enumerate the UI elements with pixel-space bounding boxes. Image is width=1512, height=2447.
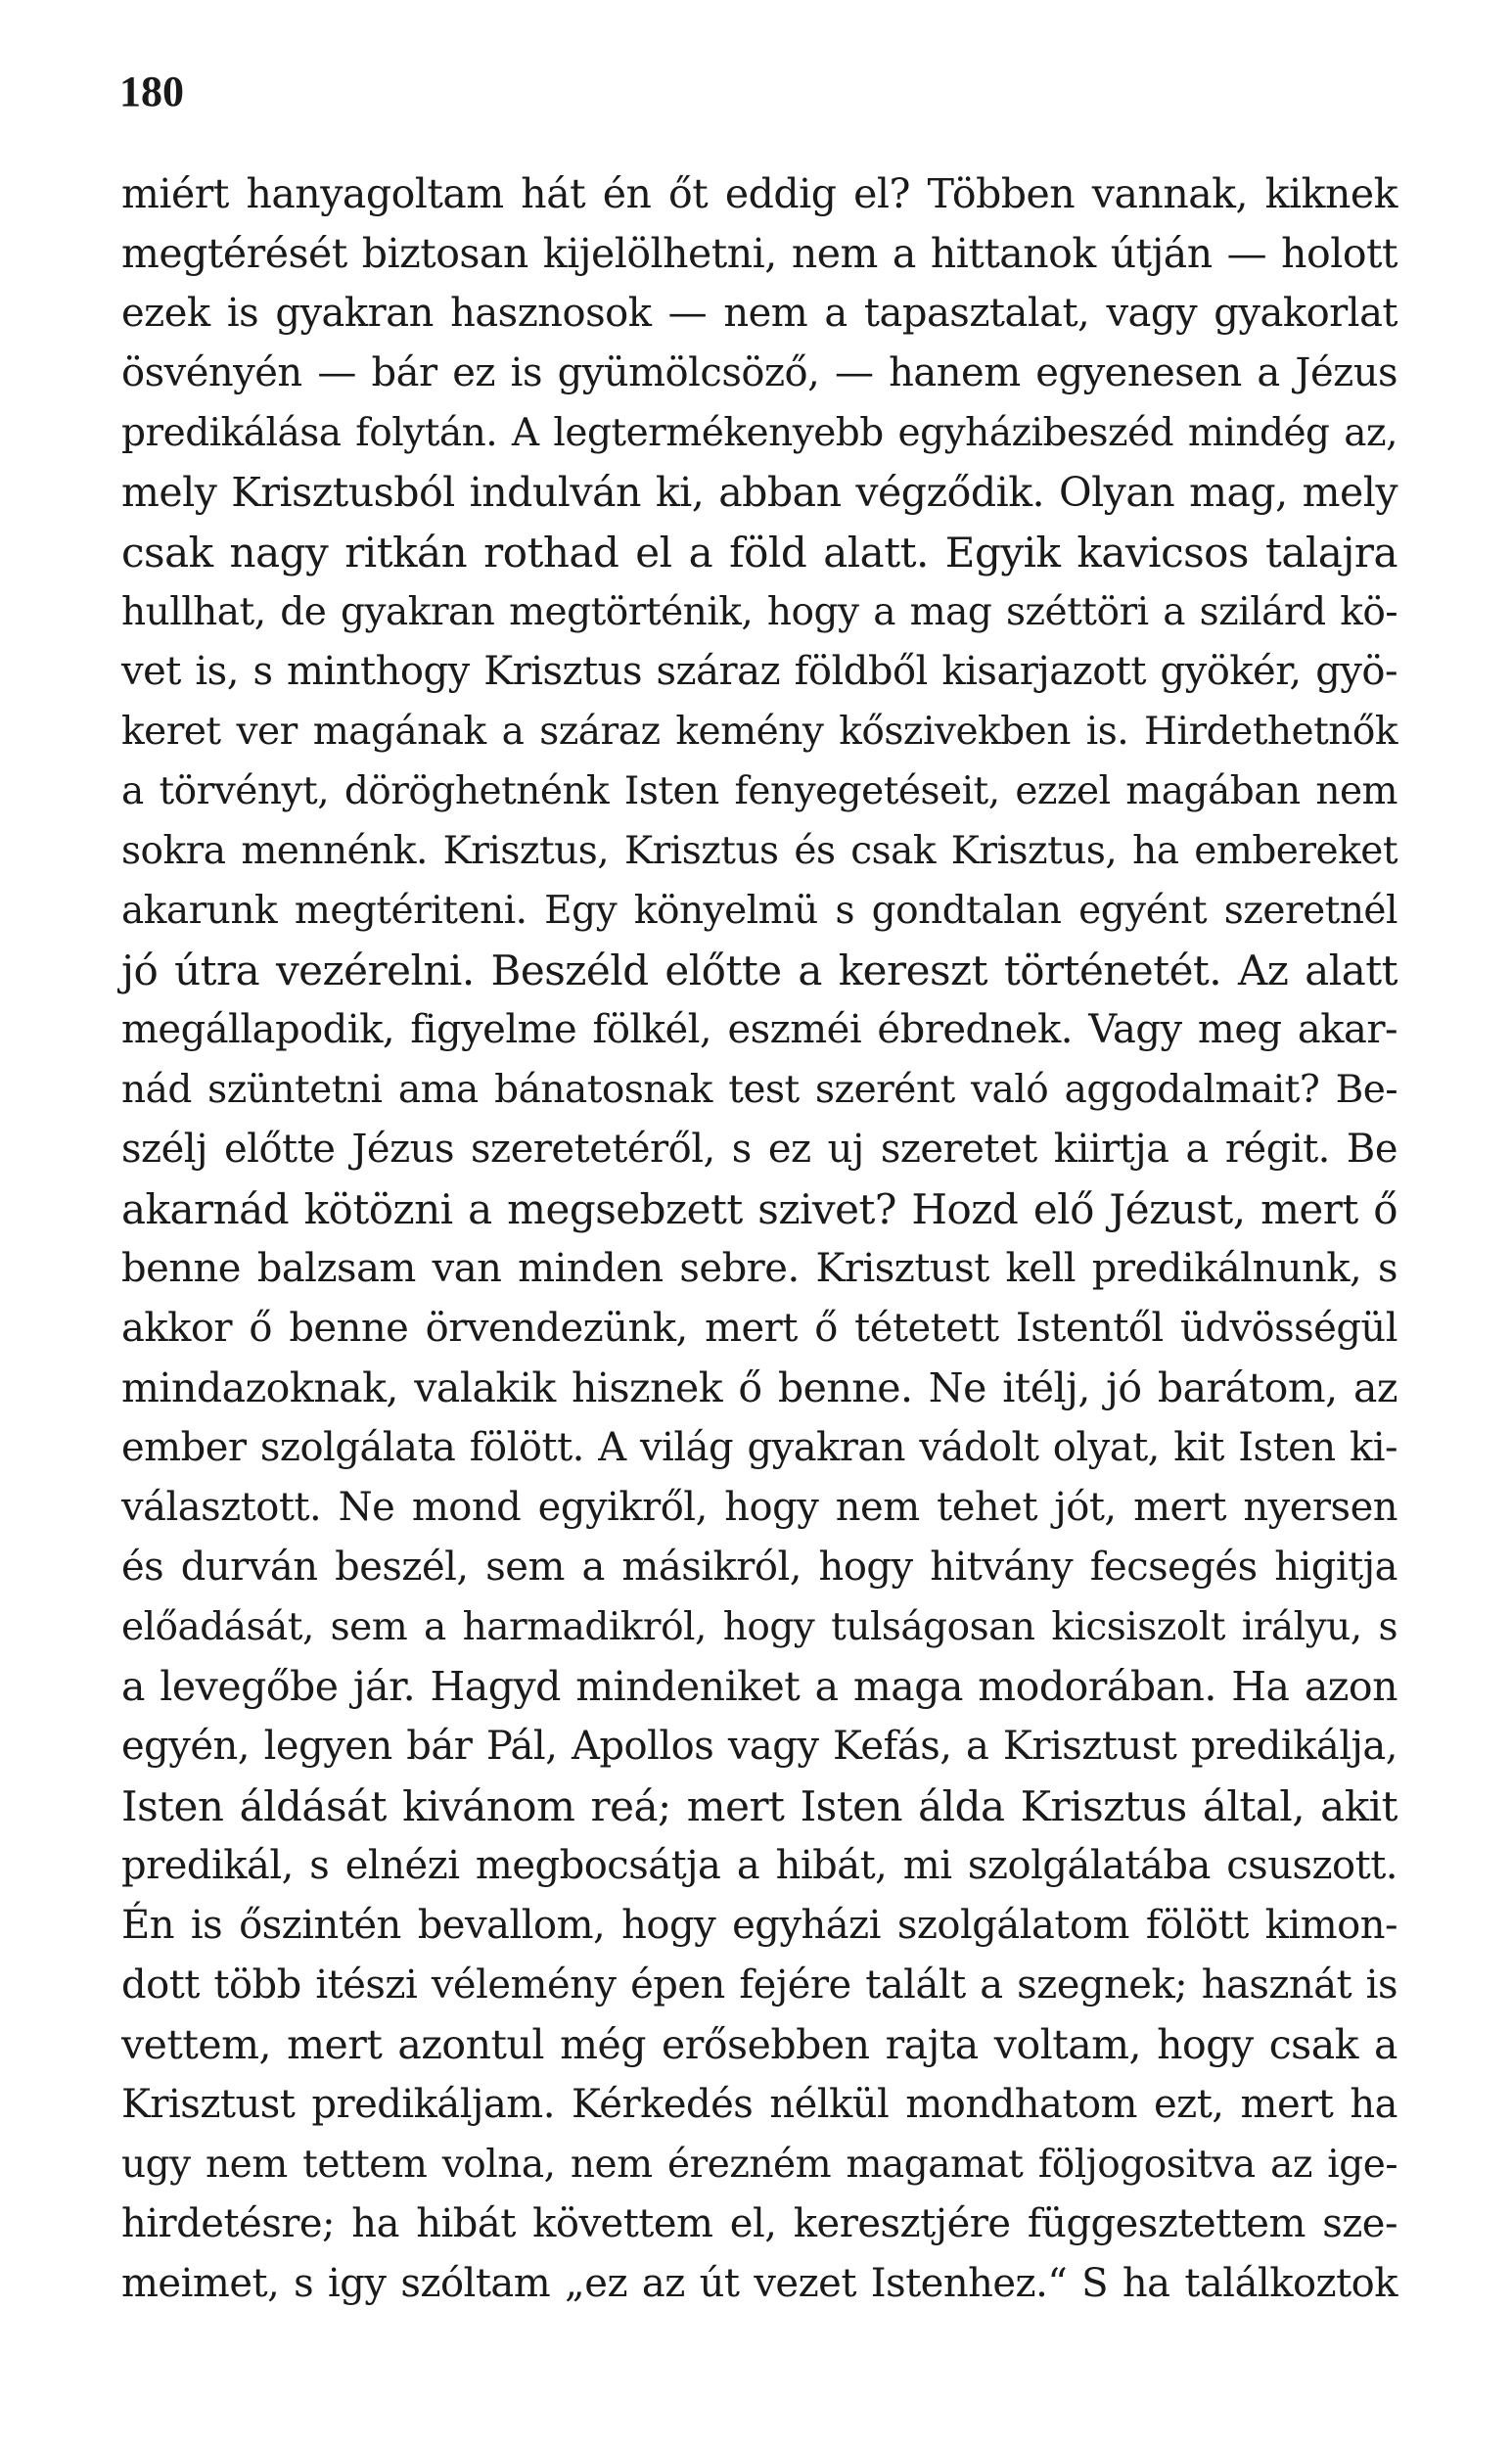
text-line: nád szüntetni ama bánatosnak test szerént való aggodalmait? Be- <box>121 1068 1397 1112</box>
text-line: vettem, mert azontul még erősebben rajta voltam, hogy csak a <box>121 2021 1397 2068</box>
text-line: ember szolgálata fölött. A világ gyakran vádolt olyat, kit Isten ki- <box>121 1425 1397 1470</box>
text-line: megtérését biztosan kijelölhetni, nem a hittanok útján — holott <box>121 230 1397 277</box>
text-line: előadását, sem a harmadikról, hogy tulságosan kicsiszolt irályu, s <box>121 1605 1397 1649</box>
text-line: predikálása folytán. A legtermékenyebb egyházibeszéd mindég az, <box>121 411 1397 455</box>
text-line: hullhat, de gyakran megtörténik, hogy a mag széttöri a szilárd kö- <box>121 590 1397 634</box>
text-line: Krisztust predikáljam. Kérkedés nélkül mondhatom ezt, mert ha <box>121 2082 1397 2127</box>
text-line: dott több itészi vélemény épen fejére talált a szegnek; hasznát is <box>121 1962 1397 2008</box>
text-line: predikál, s elnézi megbocsátja a hibát, mi szolgálatába csuszott. <box>121 1843 1397 1888</box>
text-line: miért hanyagoltam hát én őt eddig el? Többen vannak, kiknek <box>121 170 1397 217</box>
text-line: hirdetésre; ha hibát követtem el, keresztjére függesztettem sze- <box>121 2201 1397 2246</box>
text-line: ugy nem tettem volna, nem érezném magamat följogositva az ige- <box>121 2143 1397 2187</box>
text-line: jó útra vezérelni. Beszéld előtte a kereszt történetét. Az alatt <box>121 946 1397 994</box>
text-line: Isten áldását kivánom reá; mert Isten álda Krisztus által, akit <box>121 1782 1397 1830</box>
text-line: szélj előtte Jézus szeretetéről, s ez uj szeretet kiirtja a régit. Be <box>121 1127 1397 1172</box>
text-line: ösvényén — bár ez is gyümölcsöző, — hanem egyenesen a Jézus <box>121 350 1397 395</box>
text-line: Én is őszintén bevallom, hogy egyházi szolgálatom fölött kimon- <box>121 1903 1397 1948</box>
text-line: akarnád kötözni a megsebzett szivet? Hozd elő Jézust, mert ő <box>121 1185 1397 1233</box>
text-line: egyén, legyen bár Pál, Apollos vagy Kefás, a Krisztust predikálja, <box>121 1724 1397 1769</box>
text-line: választott. Ne mond egyikről, hogy nem tehet jót, mert nyersen <box>121 1485 1397 1530</box>
text-line: sokra mennénk. Krisztus, Krisztus és csak Krisztus, ha embereket <box>121 829 1397 873</box>
text-line: mindazoknak, valakik hisznek ő benne. Ne itélj, jó barátom, az <box>121 1364 1397 1411</box>
text-line: ezek is gyakran hasznosok — nem a tapasztalat, vagy gyakorlat <box>121 291 1397 336</box>
text-line: akarunk megtériteni. Egy könyelmü s gondtalan egyént szeretnél <box>121 889 1397 933</box>
text-line: meimet, s igy szóltam „ez az út vezet Istenhez.“ S ha találkoztok <box>121 2261 1397 2306</box>
text-line: akkor ő benne örvendezünk, mert ő tétetett Istentől üdvösségül <box>121 1306 1397 1351</box>
text-line: és durván beszél, sem a másikról, hogy hitvány fecsegés higitja <box>121 1545 1397 1590</box>
text-line: megállapodik, figyelme fölkél, eszméi ébrednek. Vagy meg akar- <box>121 1007 1397 1052</box>
text-line: a levegőbe jár. Hagyd mindeniket a maga modorában. Ha azon <box>121 1663 1397 1710</box>
text-line: keret ver magának a száraz kemény kőszivekben is. Hirdethetnők <box>121 710 1397 754</box>
body-text <box>121 164 1397 2314</box>
text-line: a törvényt, döröghetnénk Isten fenyegetéseit, ezzel magában nem <box>121 769 1397 813</box>
text-line: csak nagy ritkán rothad el a föld alatt. Egyik kavicsos talajra <box>121 529 1397 577</box>
page-number: 180 <box>119 68 184 115</box>
text-line: vet is, s minthogy Krisztus száraz földből kisarjazott gyökér, gyö- <box>121 649 1397 694</box>
text-line: benne balzsam van minden sebre. Krisztust kell predikálnunk, s <box>121 1246 1397 1291</box>
text-line: mely Krisztusból indulván ki, abban végződik. Olyan mag, mely <box>121 469 1397 516</box>
